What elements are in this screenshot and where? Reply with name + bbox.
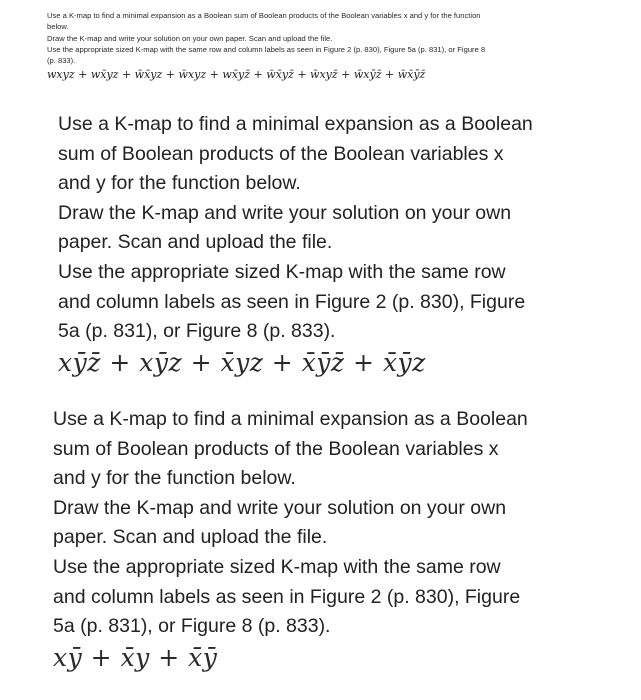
q3-line-6: Use the appropriate sized K-map with the same row bbox=[53, 555, 501, 578]
q2-line-7: and column labels as seen in Figure 2 (p. 830), Figure bbox=[58, 290, 526, 313]
q3-line-4: Draw the K-map and write your solution on your own bbox=[53, 496, 507, 519]
q2-line-2: sum of Boolean products of the Boolean variables x bbox=[58, 142, 504, 165]
q3-line-8: 5a (p. 831), or Figure 8 (p. 833). bbox=[53, 615, 331, 638]
q1-line-1: Use a K-map to find a minimal expansion as a Boolean sum of Boolean products of the Boolean variables x and y for the function bbox=[47, 11, 481, 20]
q2-line-4: Draw the K-map and write your solution on your own bbox=[58, 201, 512, 224]
question-1 bbox=[47, 10, 602, 82]
q3-line-1: Use a K-map to find a minimal expansion as a Boolean bbox=[53, 408, 528, 430]
q2-line-8: 5a (p. 831), or Figure 8 (p. 833). bbox=[58, 320, 336, 343]
q3-line-5: paper. Scan and upload the file. bbox=[53, 526, 328, 549]
q3-expression: xȳ + x̄y + x̄ȳ bbox=[53, 642, 218, 672]
q2-line-1: Use a K-map to find a minimal expansion as a Boolean bbox=[58, 113, 533, 135]
question-2 bbox=[58, 110, 618, 379]
q1-line-2: below. bbox=[47, 22, 69, 32]
q1-line-3: Draw the K-map and write your solution on your own paper. Scan and upload the file. bbox=[47, 33, 333, 43]
q3-line-7: and column labels as seen in Figure 2 (p. 830), Figure bbox=[53, 585, 521, 608]
q1-line-4: Use the appropriate sized K-map with the same row and column labels as seen in Figure 2 (p. 830), Figure 5a (p. 831), or Figure 8 bbox=[47, 44, 486, 54]
q2-line-6: Use the appropriate sized K-map with the same row bbox=[58, 260, 506, 283]
q1-line-5: (p. 833). bbox=[47, 56, 76, 66]
q3-line-3: and y for the function below. bbox=[53, 467, 296, 490]
q1-expression: wxyz + wx̄yz + w̄x̄yz + w̄xyz + wx̄yz̄ + w̄x̄yz̄ + w̄xyz̄ + w̄xȳz̄ + w̄x̄ȳz̄ bbox=[47, 68, 426, 82]
question-3 bbox=[53, 405, 618, 674]
q2-expression: xȳz̄ + xȳz + x̄yz + x̄ȳz̄ + x̄ȳz bbox=[58, 347, 426, 377]
q2-line-5: paper. Scan and upload the file. bbox=[58, 231, 333, 254]
q3-line-2: sum of Boolean products of the Boolean variables x bbox=[53, 437, 499, 460]
q2-line-3: and y for the function below. bbox=[58, 172, 301, 195]
